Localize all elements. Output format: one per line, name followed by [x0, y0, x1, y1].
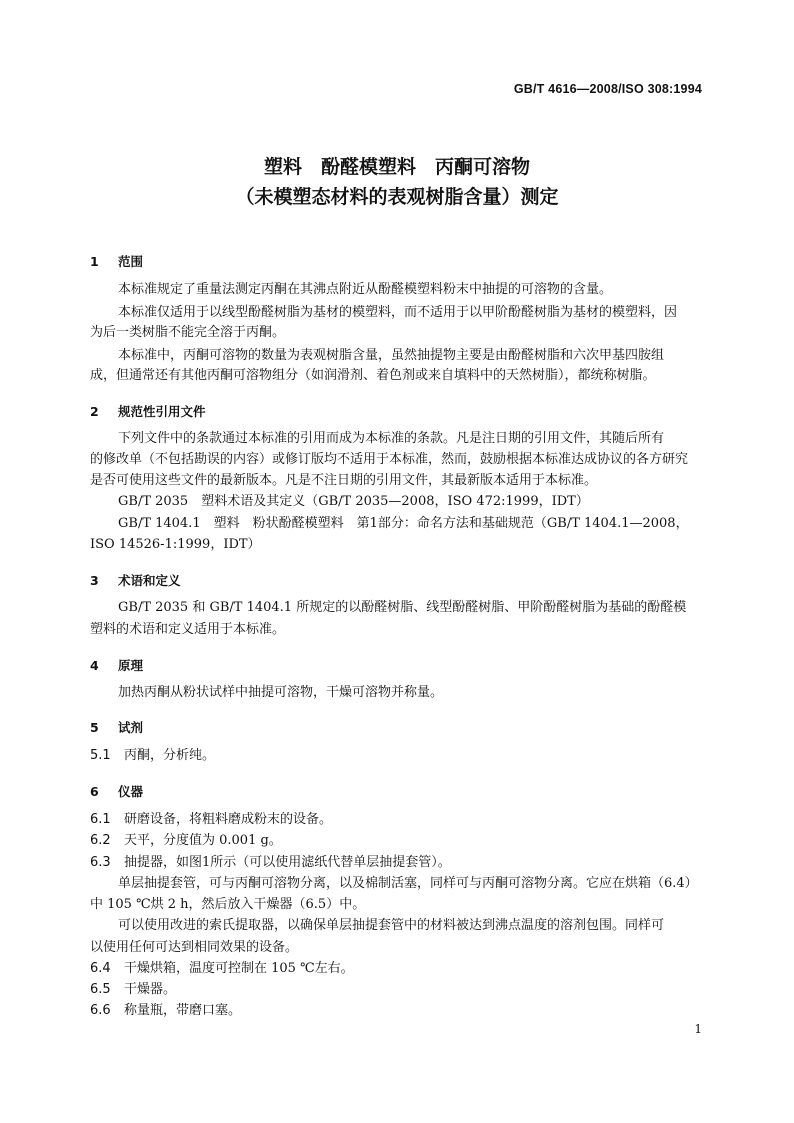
- paragraph-line: 本标准中，丙酮可溶物的数量为表观树脂含量，虽然抽提物主要是由酚醛树脂和六次甲基四胺组: [118, 348, 665, 363]
- section-heading-6: [90, 782, 143, 800]
- paragraph-line: 中 105 ℃烘 2 h，然后放入干燥器（6.5）中。: [90, 897, 366, 912]
- paragraph-line: 单层抽提套管，可与丙酮可溶物分离，以及棉制活塞，同样可与丙酮可溶物分离。它应在烘箱（6.4）: [118, 876, 698, 891]
- section-title: 范围: [118, 254, 144, 269]
- list-item: [90, 982, 706, 998]
- section-title: 原理: [118, 658, 144, 673]
- paragraph-line: GB/T 2035 和 GB/T 1404.1 所规定的以酚醛树脂、线型酚醛树脂、甲阶酚醛树脂为基础的酚醛模: [118, 600, 687, 615]
- section-number: 3: [90, 573, 99, 588]
- section-number: 1: [90, 254, 99, 269]
- paragraph-line: 本标准仅适用于以线型酚醛树脂为基材的模塑料，而不适用于以甲阶酚醛树脂为基材的模塑料，因: [118, 305, 678, 320]
- paragraph-line: 以使用任何可达到相同效果的设备。: [90, 940, 299, 955]
- reference-line: ISO 14526-1:1999，IDT）: [90, 537, 261, 552]
- item-text: 研磨设备，将粗料磨成粉末的设备。: [124, 812, 333, 827]
- list-item: [90, 961, 706, 977]
- section-heading-5: [90, 718, 143, 736]
- section-title: 仪器: [118, 784, 144, 799]
- section-heading-2: [90, 402, 206, 420]
- section-number: 4: [90, 658, 99, 673]
- item-number: 5.1: [90, 748, 111, 763]
- paragraph-line: 成，但通常还有其他丙酮可溶物组分（如润滑剂、着色剂或来自填料中的天然树脂），都统称树脂。: [90, 368, 656, 383]
- paragraph-line: 可以使用改进的索氏提取器，以确保单层抽提套管中的材料被达到沸点温度的溶剂包围。同样可: [118, 918, 665, 933]
- section-heading-4: [90, 656, 143, 674]
- paragraph-line: 塑料的术语和定义适用于本标准。: [90, 622, 286, 637]
- document-title-line-1: 塑料 酚醛模塑料 丙酮可溶物: [263, 156, 530, 178]
- section-number: 5: [90, 720, 99, 735]
- list-item: [90, 833, 706, 849]
- section-title: 试剂: [118, 720, 144, 735]
- paragraph-line: 下列文件中的条款通过本标准的引用而成为本标准的条款。凡是注日期的引用文件，其随后所有: [118, 431, 665, 446]
- item-text: 干燥烘箱，温度可控制在 105 ℃左右。: [124, 961, 354, 976]
- list-item: [90, 812, 706, 828]
- item-text: 干燥器。: [124, 982, 177, 997]
- section-number: 2: [90, 404, 99, 419]
- reference-line: GB/T 2035 塑料术语及其定义（GB/T 2035—2008，ISO 472:1999，IDT）: [118, 494, 589, 509]
- section-title: 术语和定义: [118, 573, 181, 588]
- list-item: [90, 855, 706, 871]
- paragraph-line: 加热丙酮从粉状试样中抽提可溶物，干燥可溶物并称量。: [118, 685, 444, 700]
- item-number: 6.3: [90, 855, 111, 870]
- item-number: 6.5: [90, 982, 111, 997]
- list-item: [90, 1003, 706, 1019]
- section-heading-3: [90, 571, 181, 589]
- item-text: 抽提器，如图1所示（可以使用滤纸代替单层抽提套管）。: [124, 855, 451, 870]
- document-title-line-2: （未模塑态材料的表观树脂含量）测定: [235, 186, 559, 208]
- paragraph-line: 的修改单（不包括勘误的内容）或修订版均不适用于本标准，然而，鼓励根据本标准达成协议的各方研究: [90, 452, 689, 467]
- item-number: 6.2: [90, 833, 111, 848]
- paragraph-line: 本标准规定了重量法测定丙酮在其沸点附近从酚醛模塑料粉末中抽提的可溶物的含量。: [118, 282, 613, 297]
- section-title: 规范性引用文件: [118, 404, 206, 419]
- item-number: 6.4: [90, 961, 111, 976]
- list-item: [90, 748, 706, 764]
- section-number: 6: [90, 784, 99, 799]
- item-text: 称量瓶，带磨口塞。: [124, 1003, 242, 1018]
- reference-line: GB/T 1404.1 塑料 粉状酚醛模塑料 第1部分：命名方法和基础规范（GB/T 1404.1—2008，: [118, 516, 689, 531]
- paragraph-line: 为后一类树脂不能完全溶于丙酮。: [90, 325, 286, 340]
- page-number: 1: [694, 1022, 702, 1036]
- item-text: 丙酮，分析纯。: [124, 748, 216, 763]
- item-number: 6.6: [90, 1003, 111, 1018]
- standard-code: GB/T 4616—2008/ISO 308:1994: [513, 82, 702, 96]
- paragraph-line: 是否可使用这些文件的最新版本。凡是不注日期的引用文件，其最新版本适用于本标准。: [90, 473, 598, 488]
- item-number: 6.1: [90, 812, 111, 827]
- section-heading-1: [90, 252, 143, 270]
- item-text: 天平，分度值为 0.001 g。: [124, 833, 282, 848]
